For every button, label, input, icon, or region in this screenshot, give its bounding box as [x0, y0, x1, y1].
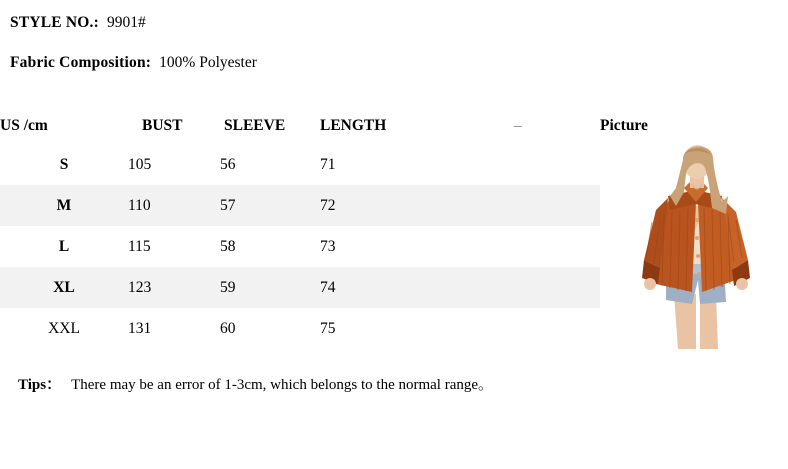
cell-sleeve: 56 — [220, 155, 236, 173]
tips-line — [0, 373, 788, 394]
cell-blank-1 — [424, 267, 514, 308]
cell-blank-1 — [424, 185, 514, 226]
style-number-line — [0, 0, 788, 32]
style-number-value: 9901# — [107, 14, 146, 31]
cell-bust: 105 — [128, 155, 152, 173]
product-photo-illustration — [600, 144, 788, 349]
cell-size: M — [0, 185, 128, 226]
column-header-blank-2: – — [514, 117, 522, 134]
table-row — [0, 144, 788, 185]
tips-label: Tips： — [18, 377, 62, 393]
cell-blank-1 — [424, 226, 514, 267]
cell-bust: 115 — [128, 237, 151, 255]
style-number-label: STYLE NO.: — [10, 14, 99, 31]
column-header-sleeve: SLEEVE — [224, 117, 286, 134]
cell-bust: 110 — [128, 185, 220, 226]
fabric-composition-value: 100% Polyester — [159, 54, 257, 71]
cell-sleeve: 59 — [220, 267, 320, 308]
column-header-picture: Picture — [600, 117, 648, 134]
cell-size: XL — [0, 267, 128, 308]
cell-size: XXL — [48, 319, 80, 337]
fabric-composition-line — [0, 32, 788, 72]
cell-blank-1 — [424, 144, 514, 185]
column-header-size: US /cm — [0, 117, 48, 134]
size-table-container — [0, 108, 788, 349]
cell-bust: 131 — [128, 319, 152, 337]
size-table — [0, 108, 788, 349]
cell-length: 74 — [320, 267, 424, 308]
cell-size: S — [59, 155, 69, 173]
cell-length: 71 — [320, 155, 336, 173]
column-header-blank-1 — [424, 108, 514, 144]
cell-blank-2 — [514, 185, 600, 226]
cell-blank-2 — [514, 308, 600, 349]
cell-blank-1 — [424, 308, 514, 349]
column-header-bust: BUST — [142, 117, 183, 134]
cell-sleeve: 60 — [220, 319, 236, 337]
table-header-row — [0, 108, 788, 144]
cell-sleeve: 57 — [220, 185, 320, 226]
product-photo-cell — [600, 144, 788, 349]
cell-length: 75 — [320, 319, 336, 337]
column-header-length: LENGTH — [320, 117, 387, 134]
product-photo — [600, 144, 788, 349]
cell-sleeve: 58 — [220, 237, 236, 255]
cell-size: L — [58, 237, 70, 255]
tips-text: There may be an error of 1-3cm, which belongs to the normal range。 — [71, 377, 494, 393]
cell-blank-2 — [514, 226, 600, 267]
fabric-composition-label: Fabric Composition: — [10, 54, 152, 71]
cell-length: 73 — [320, 237, 336, 255]
cell-bust: 123 — [128, 267, 220, 308]
cell-blank-2 — [514, 267, 600, 308]
cell-length: 72 — [320, 185, 424, 226]
cell-blank-2 — [514, 144, 600, 185]
